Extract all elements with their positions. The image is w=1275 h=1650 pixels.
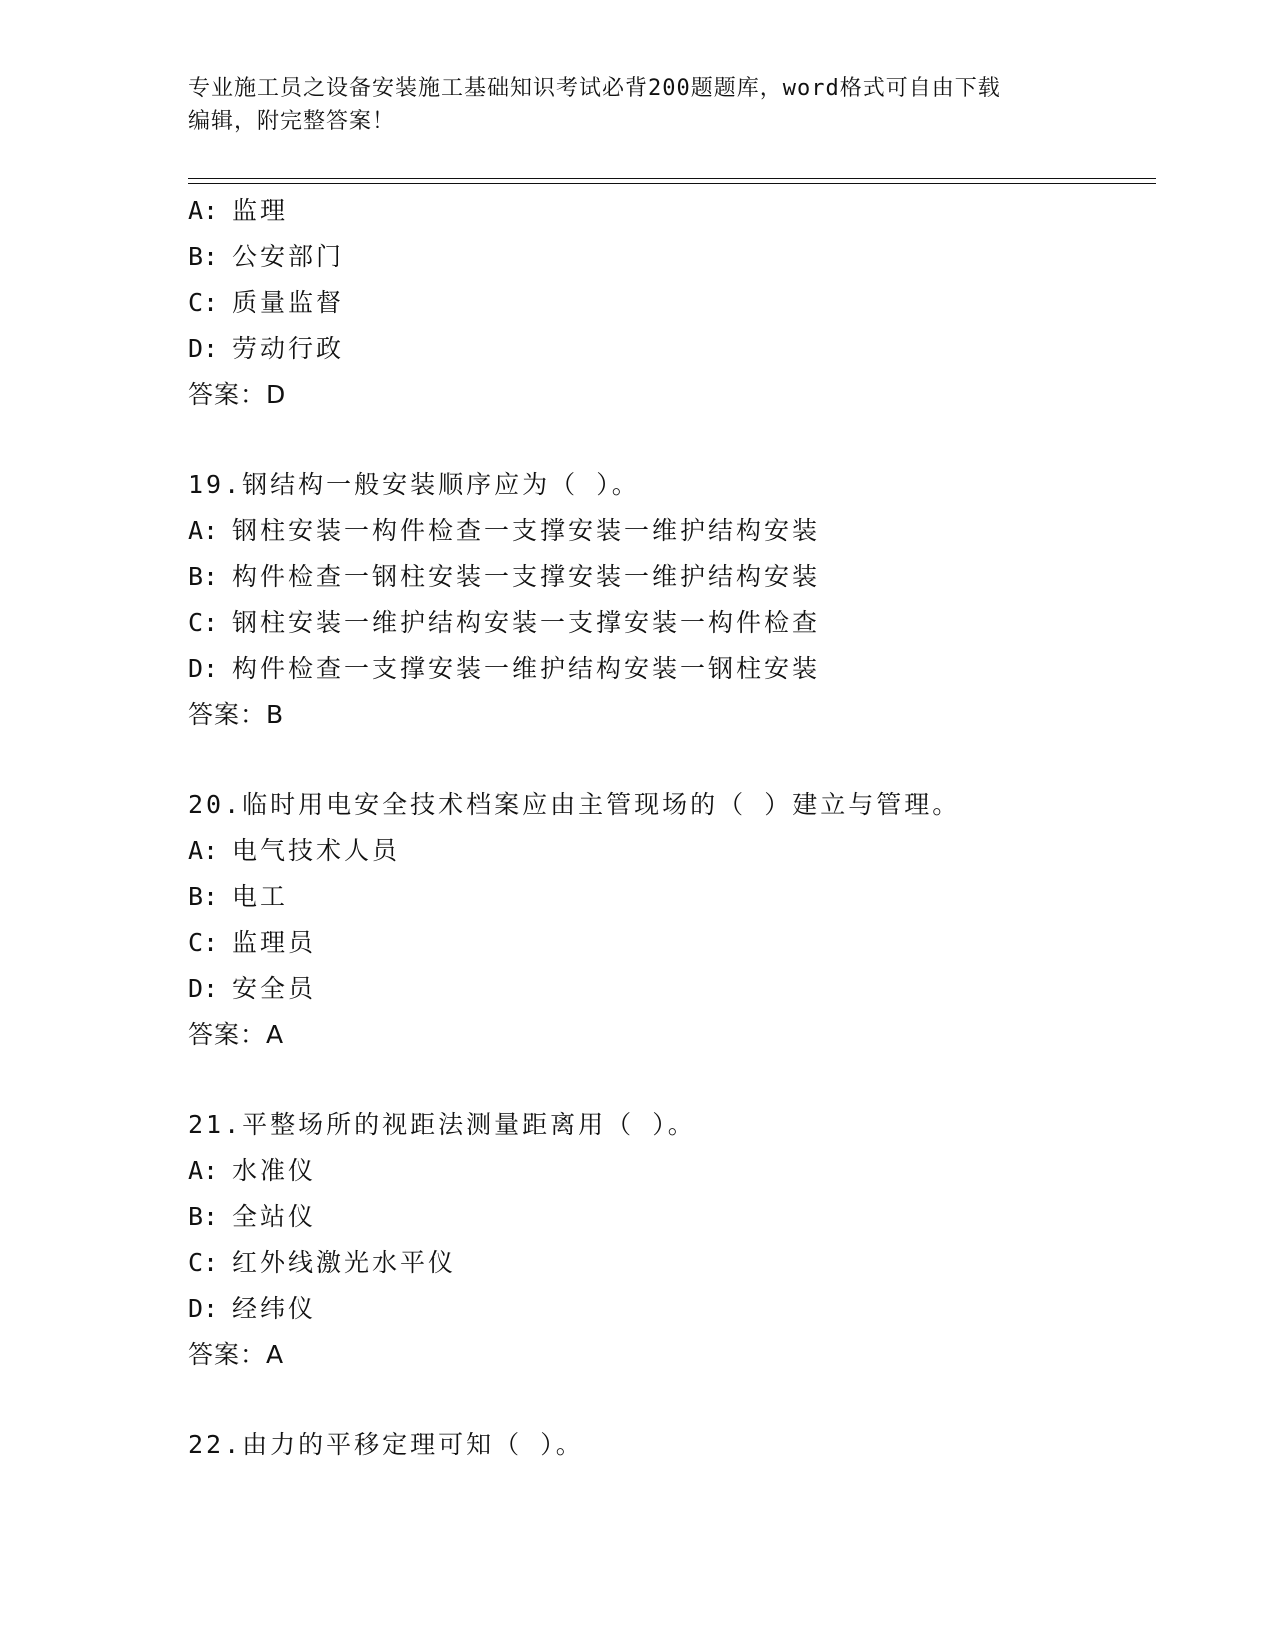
question-block-20	[188, 782, 1156, 1058]
header-title-line-1: 专业施工员之设备安装施工基础知识考试必背200题题库，word格式可自由下载	[188, 76, 1001, 101]
option-a	[188, 188, 1156, 234]
option-text: 钢柱安装一构件检查一支撑安装一维护结构安装	[232, 516, 821, 545]
option-text: 红外线激光水平仪	[232, 1248, 457, 1277]
option-label: B:	[188, 562, 219, 591]
question-list	[188, 188, 1156, 1468]
spacer	[188, 1058, 1156, 1102]
option-text: 构件检查一钢柱安装一支撑安装一维护结构安装	[232, 562, 821, 591]
option-label: C:	[188, 1248, 219, 1277]
option-label: D:	[188, 654, 219, 683]
option-label: B:	[188, 242, 219, 271]
option-label: A:	[188, 196, 219, 225]
answer-line: 答案：B	[188, 700, 285, 729]
option-label: C:	[188, 288, 219, 317]
option-text: 电气技术人员	[232, 836, 401, 865]
spacer	[188, 1378, 1156, 1422]
option-d	[188, 646, 1156, 692]
option-text: 经纬仪	[232, 1294, 317, 1323]
option-text: 构件检查一支撑安装一维护结构安装一钢柱安装	[232, 654, 821, 683]
option-label: C:	[188, 608, 219, 637]
option-c	[188, 1240, 1156, 1286]
option-a	[188, 508, 1156, 554]
option-b	[188, 874, 1156, 920]
answer-line: 答案：D	[188, 380, 287, 409]
question-block-19	[188, 462, 1156, 738]
option-label: A:	[188, 516, 219, 545]
option-a	[188, 828, 1156, 874]
option-b	[188, 1194, 1156, 1240]
answer-line: 答案：A	[188, 1020, 285, 1049]
option-label: A:	[188, 836, 219, 865]
question-block-22	[188, 1422, 1156, 1468]
option-label: B:	[188, 882, 219, 911]
question-block-21	[188, 1102, 1156, 1378]
option-text: 质量监督	[232, 288, 345, 317]
option-text: 劳动行政	[232, 334, 345, 363]
option-label: A:	[188, 1156, 219, 1185]
option-label: D:	[188, 1294, 219, 1323]
question-stem: 22.由力的平移定理可知（ ）。	[188, 1430, 584, 1459]
option-d	[188, 966, 1156, 1012]
option-text: 水准仪	[232, 1156, 317, 1185]
option-c	[188, 280, 1156, 326]
question-stem: 20.临时用电安全技术档案应由主管现场的（ ）建立与管理。	[188, 790, 961, 819]
option-text: 钢柱安装一维护结构安装一支撑安装一构件检查	[232, 608, 821, 637]
option-b	[188, 554, 1156, 600]
option-text: 监理	[232, 196, 289, 225]
question-stem: 19.钢结构一般安装顺序应为（ ）。	[188, 470, 640, 499]
header-divider	[188, 178, 1156, 184]
option-label: D:	[188, 334, 219, 363]
spacer	[188, 738, 1156, 782]
option-label: C:	[188, 928, 219, 957]
option-d	[188, 1286, 1156, 1332]
document-header	[188, 72, 1088, 138]
spacer	[188, 418, 1156, 462]
option-label: D:	[188, 974, 219, 1003]
option-a	[188, 1148, 1156, 1194]
option-text: 公安部门	[232, 242, 345, 271]
option-b	[188, 234, 1156, 280]
option-text: 电工	[232, 882, 289, 911]
option-text: 安全员	[232, 974, 317, 1003]
option-c	[188, 920, 1156, 966]
answer-line: 答案：A	[188, 1340, 285, 1369]
option-c	[188, 600, 1156, 646]
option-label: B:	[188, 1202, 219, 1231]
option-text: 全站仪	[232, 1202, 317, 1231]
option-text: 监理员	[232, 928, 317, 957]
option-d	[188, 326, 1156, 372]
question-stem: 21.平整场所的视距法测量距离用（ ）。	[188, 1110, 696, 1139]
header-title-line-2: 编辑，附完整答案！	[188, 109, 396, 134]
question-block-18	[188, 188, 1156, 418]
